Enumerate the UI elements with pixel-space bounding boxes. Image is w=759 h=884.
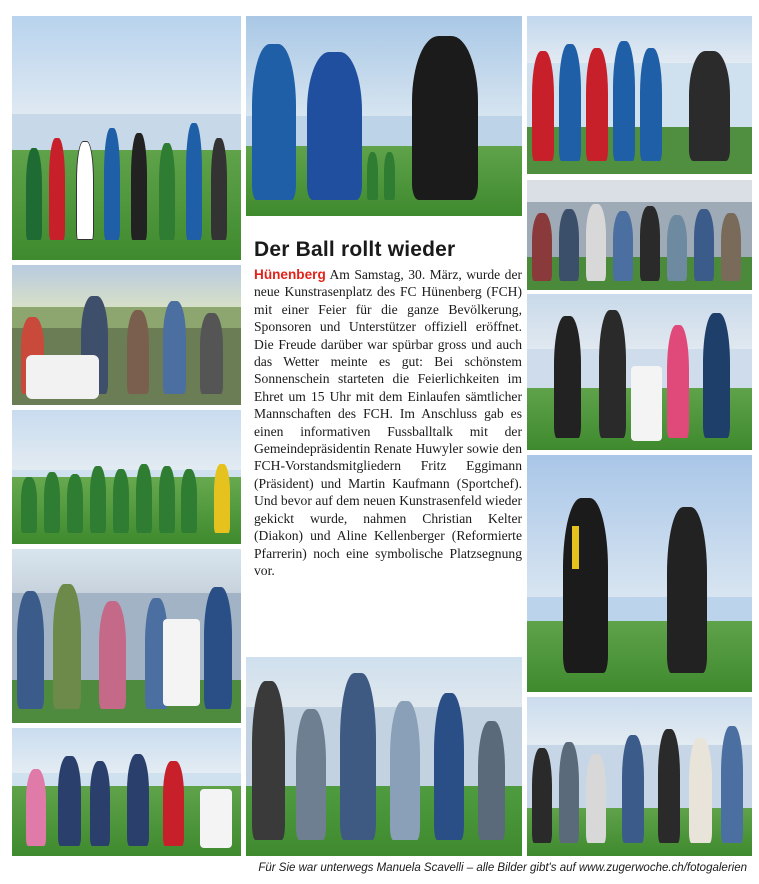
photo-teams-walk-in	[12, 16, 241, 260]
photo-field-blessing	[527, 455, 752, 692]
article-headline: Der Ball rollt wieder	[254, 238, 456, 261]
photo-group-on-field	[12, 728, 241, 856]
photo-applauding-crowd	[527, 697, 752, 856]
photo-spectators-table	[12, 265, 241, 405]
photo-football-talk	[527, 294, 752, 450]
photo-team-lineup	[12, 410, 241, 544]
article-place: Hünenberg	[254, 267, 326, 282]
photo-credit: Für Sie war unterwegs Manuela Scavelli – alle Bilder gibt's auf www.zugerwoche.ch/fotogalerien	[258, 862, 747, 874]
article-body-text: Am Samstag, 30. März, wurde der neue Kunstrasenplatz des FC Hünenberg (FCH) mit einer Feier für die ganze Bevölkerung, Sponsoren und Unterstützer offiziell eröffnet. Die Freude darüber war spürbar gross und auch das Wetter meinte es gut: Bei schönstem Sonnenschein starteten die Feierlichkeiten im Ehret um 15 Uhr mit dem Einlaufen sämtlicher Mannschaften des FCH. Im Anschluss gab es einen informativen Fussballtalk mit der Gemeindepräsidentin Renate Huwyler sowie den FCH-Vorstandsmitgliedern Fritz Eggimann (Präsident) und Martin Kaufmann (Sportchef). Und bevor auf dem neuen Kunstrasenfeld wieder gekickt wurde, nahmen Christian Kelter (Diakon) und Aline Kellenberger (Reformierte Pfarrerin) noch eine symbolische Platzsegnung vor.	[254, 267, 523, 578]
photo-handshake	[246, 16, 522, 216]
photo-crowd-cheering	[12, 549, 241, 723]
photo-children-interview	[527, 16, 752, 174]
article-body	[254, 266, 522, 579]
photo-spectators-field	[246, 657, 522, 856]
article-block	[246, 226, 522, 652]
photo-spectators-tribune	[527, 180, 752, 290]
